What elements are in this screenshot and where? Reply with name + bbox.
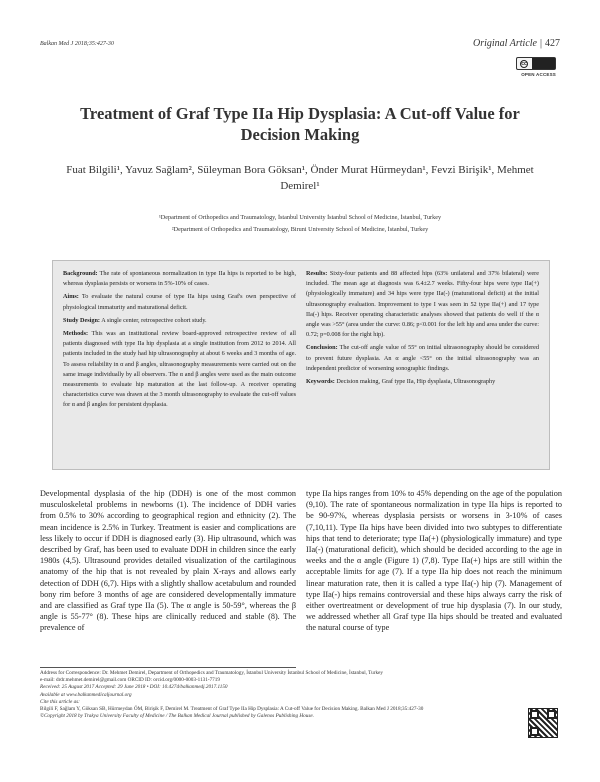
cite-label: Cite this article as: (40, 698, 80, 705)
abstract-conclusion (306, 343, 539, 374)
methods-label: Methods: (63, 330, 89, 338)
copyright-notice: ©Copyright 2018 by Trakya University Faculty of Medicine / The Balkan Medical Journal published by Galenos Publishing House. (40, 713, 314, 720)
affiliation-2: ²Department of Orthopedics and Traumatology, Biruni University School of Medicine, İstanbul, Turkey (171, 226, 429, 233)
page-label: Original Article | 427 (473, 38, 560, 49)
methods-text: This was an institutional review board-approved retrospective review of all patients diagnosed with type IIa hip dysplasia at a single institution from 2012 to 2014. All patients included in the study had hip ultrasonography at about 6 weeks and 3 months of age. To assess reliability in α and β angles, ultrasonography measurements were carried out on the same image individually by all observers. The α and β angles were used as the main outcome measurements to evaluate hip maturation at the last follow-up. A receiver operating characteristics curve was drawn at the 3 month ultrasonography to evaluate the cut-off values for α and β angles for persistent dysplasia. (63, 330, 296, 409)
footnote-divider (40, 667, 296, 668)
abstract-aims (63, 292, 296, 312)
qr-finder-top-left (530, 710, 539, 719)
aims-text: To evaluate the natural course of type IIa hips using Graf's own perspective of physiological immaturity and maturational deficit. (63, 293, 296, 311)
qr-finder-top-right (547, 710, 556, 719)
qr-finder-bottom-left (530, 727, 539, 736)
abstract-left-column (63, 269, 296, 461)
journal-reference: Balkan Med J 2018;35:427-30 (40, 41, 114, 47)
background-label: Background: (63, 270, 98, 277)
article-title: Treatment of Graf Type IIa Hip Dysplasia: A Cut-off Value for Decision Making (80, 104, 520, 144)
abstract-box (52, 260, 550, 470)
cc-license-bar (532, 58, 555, 69)
conclusion-text: The cut-off angle value of 55° on initial ultrasonography should be considered to prevent future dysplasia. An α angle <55° on the initial ultrasonography was an independent predictor of worsening sonographic findings. (306, 344, 539, 372)
correspondence-address: Address for Correspondence: Dr. Mehmet Demirel, Department of Orthopedics and Traumatology, İstanbul University İstanbul School of Medicine, İstanbul, Turkey (40, 670, 383, 676)
availability-link[interactable]: Available at www.balkanmedicaljournal.org (40, 691, 132, 698)
page-number: 427 (545, 38, 560, 49)
qr-code-icon[interactable] (528, 708, 558, 738)
article-type: Original Article (473, 38, 537, 49)
design-label: Study Design: (63, 316, 100, 324)
conclusion-label: Conclusion: (306, 344, 338, 352)
abstract-design (63, 316, 296, 326)
results-text: Sixty-four patients and 88 affected hips (63% unilateral and 37% bilateral) were included. The mean age at diagnosis was 6.4±2.7 weeks. Fifty-four hips were type IIa(+) (physiologically immature) and 34 hips were type IIa(-) (maturational deficit) at the initial ultrasonography evaluation. Improvement to type I was seen in 52 type IIa(+) and 17 type IIa(-) hips. Receiver operating characteristic analyses showed that patients do well if the α angle was >55° (area under the curve: 0.86; p<0.001 for the left hip and area under the curve: 0.72; p=0.008 for the right hip). (306, 270, 539, 339)
abstract-methods (63, 329, 296, 411)
abstract-results (306, 269, 539, 340)
affiliation-1: ¹Department of Orthopedics and Traumatology, İstanbul University İstanbul School of Medicine, İstanbul, Turkey (158, 214, 442, 221)
citation: Bilgili F, Sağlam Y, Göksan SB, Hürmeydan ÖM, Birişik F, Demirel M. Treatment of Graf Type IIa Hip Dysplasia: A Cut-off Value for Decision Making. Balkan Med J 2018;35:427-30 (40, 706, 424, 713)
author-list: Fuat Bilgili¹, Yavuz Sağlam², Süleyman Bora Göksan¹, Önder Murat Hürmeydan¹, Fevzi Birişik¹, Mehmet Demirel¹ (66, 164, 534, 192)
article-dates: Received: 25 August 2017 Accepted: 29 June 2018 • DOI: 10.4274/balkanmedj.2017.1150 (40, 684, 228, 691)
affiliations (60, 212, 540, 236)
aims-label: Aims: (63, 293, 79, 301)
abstract-background (63, 269, 296, 289)
results-label: Results: (306, 270, 328, 277)
abstract-keywords (306, 377, 539, 387)
body-right-column: type IIa hips ranges from 10% to 45% depending on the age of the population (9,10). The rate of spontaneous normalization in type IIa hips is reported to be 90-97%, whereas dysplasia persists or worsens in 3-10% of cases (7,10,11). Type IIa hips have been divided into two subtypes to differentiate hips that tend to deteriorate; type IIa(+) (physiologically immature) and type IIa(-) (maturational deficit), which should be decided according to the age in weeks and the α angle (Figure 1) (7,8). Type IIa(+) hips are still within the acceptable limits for age (7). If a type IIa hip does not reach the minimum linear maturation rate, then it is called a type IIa(-) hip (7). Management of type IIa(-) hips remains controversial and these hips always carry the risk of either overtreatment or development of true hip dysplasia (7). In our study, we addressed whether all Graf type IIa hips should be treated and evaluated the natural course of type (306, 489, 562, 633)
cc-circle-icon: cc (521, 60, 527, 67)
abstract-right-column (306, 269, 539, 461)
open-access-label: OPEN ACCESS (521, 72, 556, 77)
background-text: The rate of spontaneous normalization in type IIa hips is reported to be high, whereas dysplasia persists or worsens in 5%-10% of cases. (63, 270, 296, 288)
cc-by-nc-icon[interactable] (516, 57, 556, 70)
footnotes (40, 670, 510, 720)
keywords-label: Keywords: (306, 378, 335, 386)
design-text: A single center, retrospective cohort study. (101, 316, 207, 324)
body-left-column: Developmental dysplasia of the hip (DDH) is one of the most common musculoskeletal problems in newborns (1). The incidence of DDH varies from 0.5% to 30% according to geographical region and ethnicity (2). The mean incidence is 2.5% in Turkey. Treatment is easier and complications are less likely to occur if DDH is diagnosed early (3). Hip ultrasound, which was described by Graf, has been used to evaluate DDH in children since the early 1980s (4,5). Ultrasound provides detailed visualization of the cartilaginous anatomy of the hip that is not revealed by plain X-rays and allows early detection of DDH (6,7). Hips with a slightly shallow acetabulum and rounded bony rim before 3 months of age are considered developmentally immature and are classified as Graf type IIa (5). The α angle is 50-59°, whereas the β angle is 55-77° (8). These hips are clinically reduced and stable (8). The prevalence of (40, 489, 296, 633)
keywords-text: Decision making, Graf type IIa, Hip dysplasia, Ultrasonography (336, 378, 496, 386)
correspondence-email[interactable]: e-mail: drdr.mehmet.demirel@gmail.com ORCID ID: orcid.org/0000-0003-1131-7719 (40, 677, 220, 684)
